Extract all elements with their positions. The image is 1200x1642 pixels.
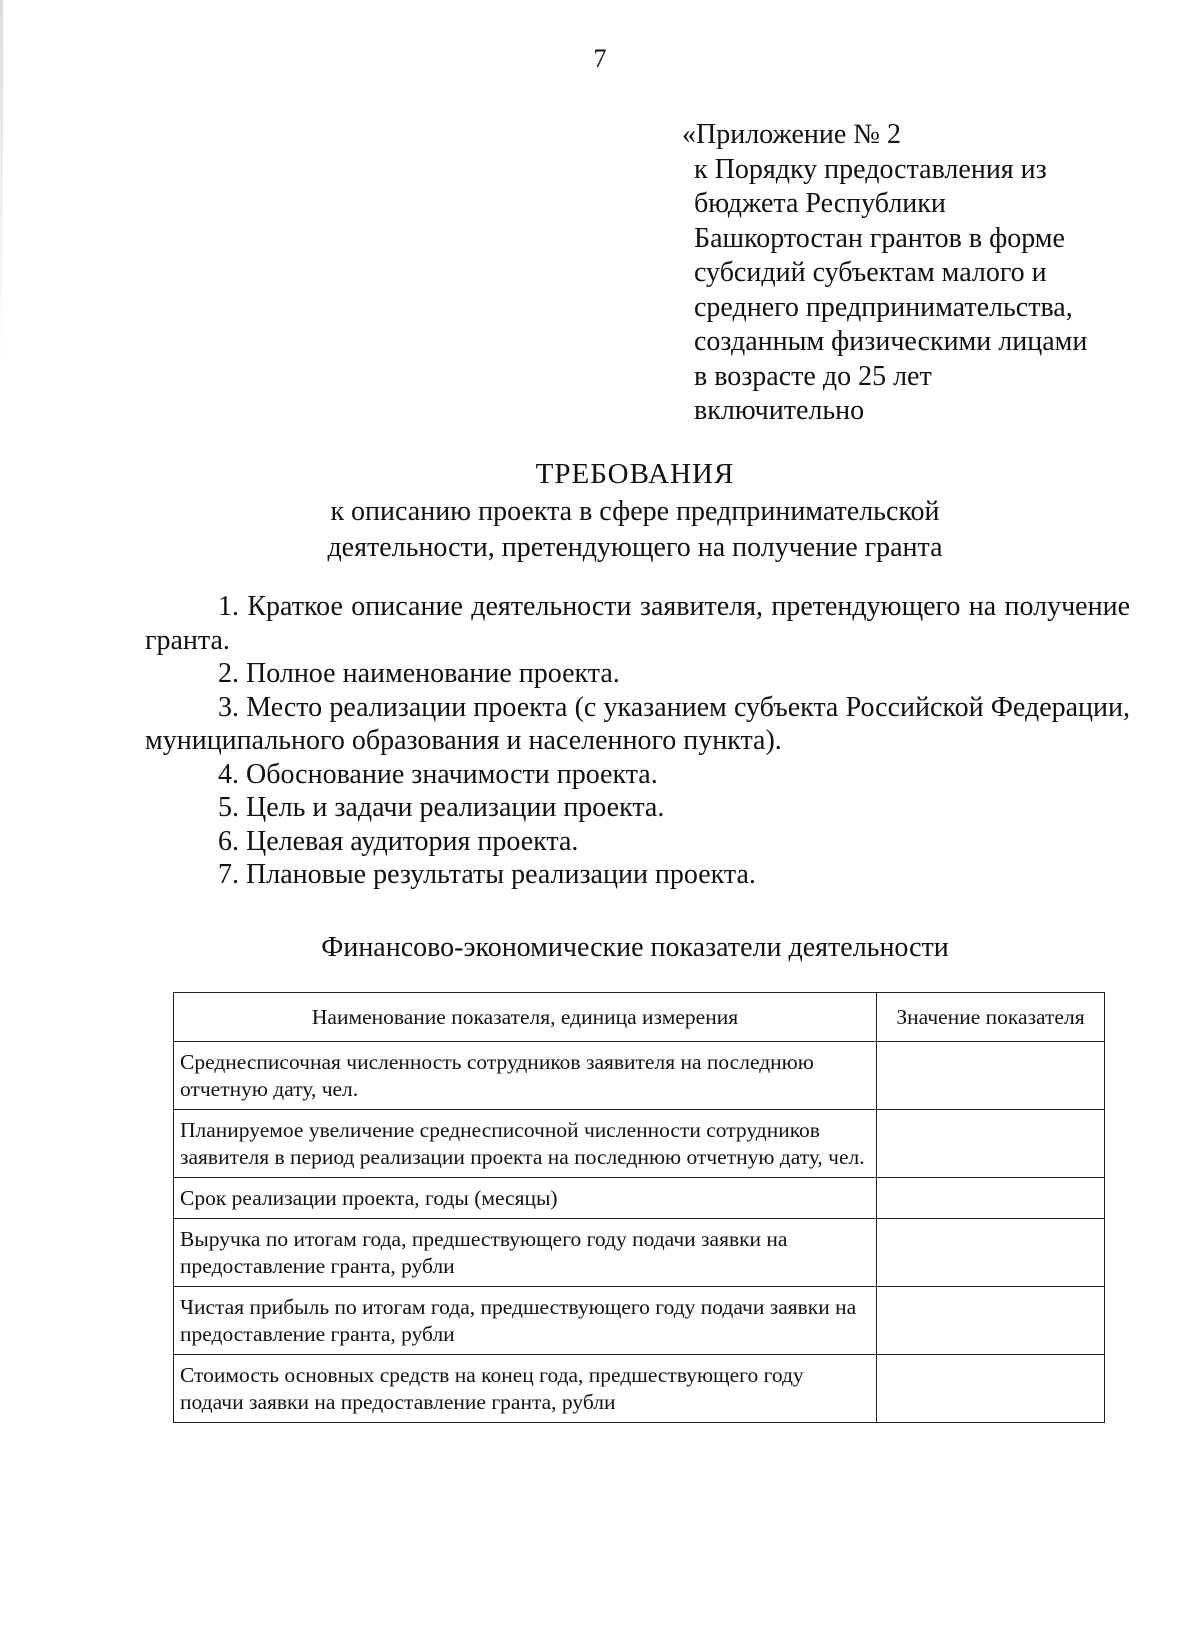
requirement-item: 1. Краткое описание деятельности заявителя, претендующего на получение гранта. xyxy=(145,591,1130,656)
requirement-item: 5. Цель и задачи реализации проекта. xyxy=(218,792,665,823)
table-row xyxy=(174,1287,1105,1355)
requirement-item: 3. Место реализации проекта (с указанием субъекта Российской Федерации, муниципального образования и населенного пункта). xyxy=(145,691,1130,756)
appendix-line: субсидий субъектам малого и xyxy=(694,257,1047,288)
appendix-line: созданным физическими лицами xyxy=(694,326,1088,357)
indicator-name-cell: Среднесписочная численность сотрудников заявителя на последнюю отчетную дату, чел. xyxy=(174,1042,877,1110)
appendix-line: в возрасте до 25 лет xyxy=(694,360,932,392)
indicator-value-cell xyxy=(877,1110,1105,1178)
indicator-name-cell: Срок реализации проекта, годы (месяцы) xyxy=(174,1178,877,1219)
requirement-item: 6. Целевая аудитория проекта. xyxy=(218,825,579,857)
indicator-name-cell: Стоимость основных средств на конец года, предшествующего году подачи заявки на предоставление гранта, рубли xyxy=(174,1355,877,1423)
table-caption: Финансово-экономические показатели деятельности xyxy=(321,932,949,963)
header-indicator-name: Наименование показателя, единица измерения xyxy=(174,993,877,1042)
appendix-line: к Порядку предоставления из xyxy=(694,153,1047,185)
requirement-item: 4. Обоснование значимости проекта. xyxy=(218,758,658,790)
requirement-item: 2. Полное наименование проекта. xyxy=(218,658,620,689)
subtitle-line: к описанию проекта в сфере предпринимательской xyxy=(330,496,940,527)
requirement-item: 7. Плановые результаты реализации проекта. xyxy=(218,859,756,890)
indicator-value-cell xyxy=(877,1355,1105,1423)
table-row xyxy=(174,1178,1105,1219)
document-title: ТРЕБОВАНИЯ xyxy=(535,458,735,490)
document-subtitle xyxy=(0,494,1200,566)
indicator-value-cell xyxy=(877,1042,1105,1110)
table-row xyxy=(174,1219,1105,1287)
appendix-line: включительно xyxy=(694,395,865,426)
subtitle-line: деятельности, претендующего на получение гранта xyxy=(327,532,943,563)
appendix-line: Башкортостан грантов в форме xyxy=(694,222,1065,254)
table-row xyxy=(174,1355,1105,1423)
table-header-row xyxy=(174,993,1105,1042)
indicator-name-cell: Чистая прибыль по итогам года, предшествующего году подачи заявки на предоставление гранта, рубли xyxy=(174,1287,877,1355)
appendix-line: бюджета Республики xyxy=(694,188,946,219)
indicator-value-cell xyxy=(877,1178,1105,1219)
indicators-table xyxy=(173,992,1105,1423)
indicator-name-cell: Выручка по итогам года, предшествующего году подачи заявки на предоставление гранта, рубли xyxy=(174,1219,877,1287)
table-row xyxy=(174,1110,1105,1178)
appendix-header xyxy=(682,118,1152,429)
appendix-line: среднего предпринимательства, xyxy=(694,291,1073,323)
page-number: 7 xyxy=(593,44,607,73)
requirements-list xyxy=(145,590,1130,892)
table-row xyxy=(174,1042,1105,1110)
header-indicator-value: Значение показателя xyxy=(877,993,1105,1042)
indicator-value-cell xyxy=(877,1287,1105,1355)
appendix-line: «Приложение № 2 xyxy=(682,119,901,150)
indicator-name-cell: Планируемое увеличение среднесписочной численности сотрудников заявителя в период реализации проекта на последнюю отчетную дату, чел. xyxy=(174,1110,877,1178)
indicator-value-cell xyxy=(877,1219,1105,1287)
